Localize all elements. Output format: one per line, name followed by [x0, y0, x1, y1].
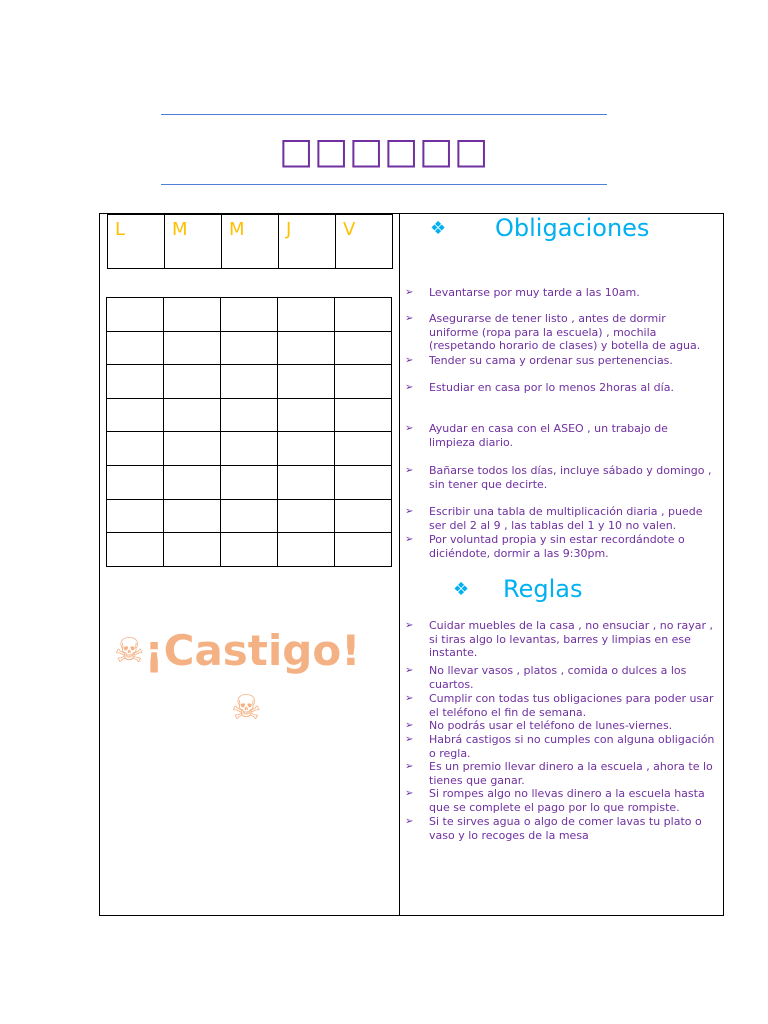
list-item-text: Tender su cama y ordenar sus pertenencias.	[429, 354, 673, 367]
checklist-cell[interactable]	[335, 432, 392, 466]
weekday-label: J	[286, 219, 292, 240]
list-item-text: No llevar vasos , platos , comida o dulces a los cuartos.	[429, 664, 687, 691]
checklist-cell[interactable]	[335, 398, 392, 432]
weekday-cell	[165, 215, 222, 269]
checklist-cell[interactable]	[335, 298, 392, 332]
checklist-cell[interactable]	[278, 398, 335, 432]
list-item	[405, 787, 715, 814]
weekday-cell	[279, 215, 336, 269]
list-item	[405, 619, 715, 660]
castigo-section	[114, 622, 394, 728]
checklist-cell[interactable]	[107, 432, 164, 466]
list-item-text: Cumplir con todas tus obligaciones para poder usar el teléfono el fin de semana.	[429, 692, 714, 719]
checklist-cell[interactable]	[164, 533, 221, 567]
checklist-cell[interactable]	[107, 533, 164, 567]
checklist-cell[interactable]	[335, 533, 392, 567]
checklist-cell[interactable]	[335, 365, 392, 399]
list-item	[405, 733, 715, 760]
list-item-text: Asegurarse de tener listo , antes de dormir uniforme (ropa para la escuela) , mochila (respetando horario de clases) y botella de agua.	[429, 312, 701, 353]
list-item-text: Si te sirves agua o algo de comer lavas tu plato o vaso y lo recoges de la mesa	[429, 815, 702, 842]
weekday-cell	[336, 215, 393, 269]
checklist-row	[107, 499, 392, 533]
checklist-cell[interactable]	[221, 298, 278, 332]
checklist-cell[interactable]	[278, 298, 335, 332]
title-rule-top	[161, 114, 607, 115]
checklist-cell[interactable]	[221, 432, 278, 466]
page-title: □□□□□□	[278, 131, 490, 172]
list-item-text: No podrás usar el teléfono de lunes-viernes.	[429, 719, 673, 732]
checklist-cell[interactable]	[164, 298, 221, 332]
list-item-text: Bañarse todos los días, incluye sábado y domingo , sin tener que decirte.	[429, 464, 712, 491]
weekday-label: M	[172, 219, 188, 240]
checklist-cell[interactable]	[107, 499, 164, 533]
arrow-bullet-icon: ➢	[405, 665, 414, 676]
checklist-cell[interactable]	[164, 432, 221, 466]
list-item-text: Habrá castigos si no cumples con alguna obligación o regla.	[429, 733, 715, 760]
arrow-bullet-icon: ➢	[405, 761, 414, 772]
obligaciones-heading	[430, 213, 649, 243]
checklist-cell[interactable]	[278, 465, 335, 499]
weekday-label: L	[115, 219, 126, 240]
checklist-cell[interactable]	[278, 432, 335, 466]
arrow-bullet-icon: ➢	[405, 693, 414, 704]
checklist-cell[interactable]	[164, 365, 221, 399]
arrow-bullet-icon: ➢	[405, 734, 414, 745]
checklist-cell[interactable]	[107, 365, 164, 399]
checklist-row	[107, 365, 392, 399]
checklist-cell[interactable]	[278, 533, 335, 567]
list-item	[405, 664, 715, 691]
checklist-cell[interactable]	[107, 331, 164, 365]
column-divider	[399, 213, 400, 916]
checklist-cell[interactable]	[278, 365, 335, 399]
weekday-label: V	[343, 219, 356, 240]
arrow-bullet-icon: ➢	[405, 506, 414, 517]
list-item	[405, 505, 715, 532]
checklist-cell[interactable]	[164, 499, 221, 533]
checklist-cell[interactable]	[107, 298, 164, 332]
list-item	[405, 381, 715, 395]
checklist-row	[107, 533, 392, 567]
arrow-bullet-icon: ➢	[405, 816, 414, 827]
checklist-row	[107, 398, 392, 432]
list-item	[405, 464, 715, 491]
arrow-bullet-icon: ➢	[405, 313, 414, 324]
skull-icon: ☠	[114, 631, 145, 671]
list-item	[405, 422, 715, 449]
weekday-label: M	[229, 219, 245, 240]
diamond-bullet-icon: ❖	[453, 578, 470, 600]
checklist-cell[interactable]	[221, 398, 278, 432]
checklist-cell[interactable]	[221, 365, 278, 399]
list-item	[405, 533, 715, 560]
list-item	[405, 815, 715, 842]
checklist-grid	[106, 297, 392, 567]
checklist-cell[interactable]	[335, 331, 392, 365]
checklist-cell[interactable]	[164, 331, 221, 365]
checklist-cell[interactable]	[278, 499, 335, 533]
checklist-row	[107, 465, 392, 499]
list-item-text: Levantarse por muy tarde a las 10am.	[429, 286, 640, 299]
list-item	[405, 692, 715, 719]
arrow-bullet-icon: ➢	[405, 620, 414, 631]
castigo-text: ¡Castigo!	[144, 626, 361, 675]
list-item	[405, 760, 715, 787]
arrow-bullet-icon: ➢	[405, 423, 414, 434]
arrow-bullet-icon: ➢	[405, 382, 414, 393]
list-item-text: Es un premio llevar dinero a la escuela , ahora te lo tienes que ganar.	[429, 760, 713, 787]
weekday-cell	[108, 215, 165, 269]
checklist-cell[interactable]	[107, 398, 164, 432]
weekday-cell	[222, 215, 279, 269]
reglas-heading	[453, 574, 582, 604]
checklist-cell[interactable]	[221, 499, 278, 533]
list-item	[405, 312, 715, 353]
checklist-cell[interactable]	[335, 465, 392, 499]
list-item-text: Cuidar muebles de la casa , no ensuciar , no rayar , si tiras algo lo levantas, barres y limpias en ese instante.	[429, 619, 713, 660]
list-item-text: Por voluntad propia y sin estar recordándote o diciéndote, dormir a las 9:30pm.	[429, 533, 685, 560]
checklist-row	[107, 432, 392, 466]
checklist-cell[interactable]	[107, 465, 164, 499]
checklist-row	[107, 331, 392, 365]
checklist-cell[interactable]	[221, 465, 278, 499]
arrow-bullet-icon: ➢	[405, 355, 414, 366]
reglas-title: Reglas	[503, 575, 583, 603]
arrow-bullet-icon: ➢	[405, 720, 414, 731]
list-item-text: Estudiar en casa por lo menos 2horas al día.	[429, 381, 674, 394]
weekday-header-table	[107, 214, 393, 269]
arrow-bullet-icon: ➢	[405, 465, 414, 476]
list-item-text: Si rompes algo no llevas dinero a la escuela hasta que se complete el pago por lo que rompiste.	[429, 787, 705, 814]
arrow-bullet-icon: ➢	[405, 788, 414, 799]
checklist-row	[107, 298, 392, 332]
skull-icon: ☠	[231, 688, 262, 728]
checklist-cell[interactable]	[278, 331, 335, 365]
list-item	[405, 354, 715, 368]
checklist-cell[interactable]	[221, 533, 278, 567]
title-rule-bottom	[161, 184, 607, 185]
checklist-cell[interactable]	[164, 465, 221, 499]
arrow-bullet-icon: ➢	[405, 534, 414, 545]
list-item-text: Ayudar en casa con el ASEO , un trabajo de limpieza diario.	[429, 422, 668, 449]
checklist-cell[interactable]	[164, 398, 221, 432]
diamond-bullet-icon: ❖	[430, 217, 447, 239]
obligaciones-title: Obligaciones	[495, 214, 650, 242]
list-item-text: Escribir una tabla de multiplicación diaria , puede ser del 2 al 9 , las tablas del 1 y 10 no valen.	[429, 505, 703, 532]
arrow-bullet-icon: ➢	[405, 287, 414, 298]
checklist-cell[interactable]	[221, 331, 278, 365]
list-item	[405, 286, 715, 300]
checklist-cell[interactable]	[335, 499, 392, 533]
list-item	[405, 719, 715, 733]
